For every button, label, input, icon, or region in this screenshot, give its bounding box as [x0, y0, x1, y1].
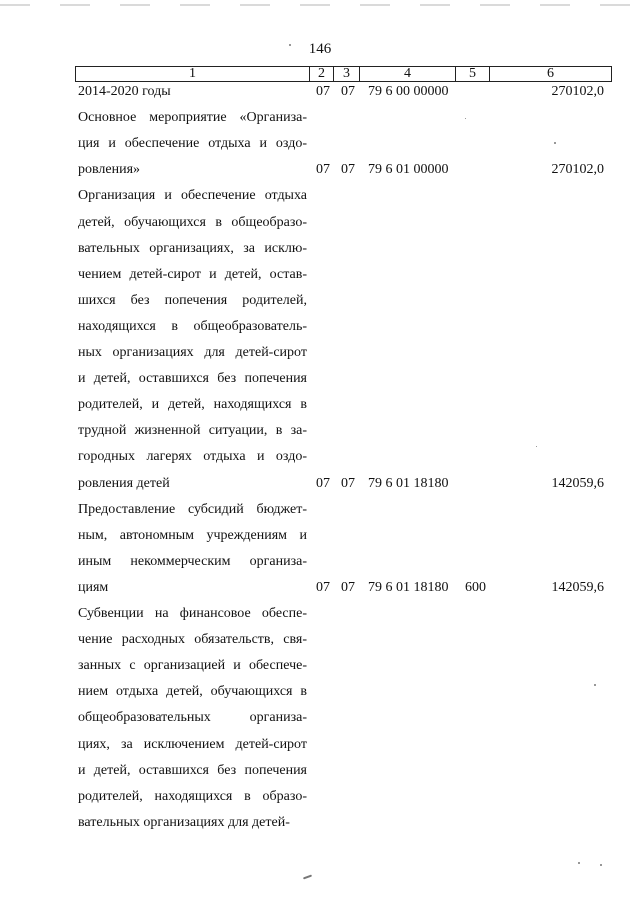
row-description-line: чение расходных обязательств, свя-: [78, 632, 307, 648]
row-description-line: городных лагерях отдыха и оздо-: [78, 449, 307, 465]
row-description-line: Предоставление субсидий бюджет-: [78, 501, 307, 517]
row-description-line: Организация и обеспечение отдыха: [78, 188, 307, 204]
row-col4-value: 79 6 01 18180: [368, 579, 449, 595]
row-description-line: шихся без попечения родителей,: [78, 292, 307, 308]
column-header-row: [76, 67, 612, 82]
row-description-line: ровления»: [78, 162, 141, 178]
row-col2-value: 07: [316, 162, 330, 178]
row-description-line: нием отдыха детей, обучающихся в: [78, 684, 307, 700]
row-col2-value: 07: [316, 579, 330, 595]
scan-speck: [303, 875, 312, 880]
row-description-line: детей, обучающихся в общеобразо-: [78, 214, 307, 230]
column-header-2: 2: [310, 67, 334, 82]
scan-speck: [289, 44, 291, 46]
row-col2-value: 07: [316, 84, 330, 99]
row-description-line: находящихся в общеобразователь-: [78, 318, 307, 334]
column-header-3: 3: [334, 67, 360, 82]
row-description-line: чением детей-сирот и детей, остав-: [78, 266, 307, 282]
row-col3-value: 07: [341, 84, 355, 99]
scan-speck: [465, 118, 466, 119]
column-header-table: [75, 66, 612, 82]
row-col4-value: 79 6 01 00000: [368, 162, 449, 178]
row-description-line: Субвенции на финансовое обеспе-: [78, 606, 307, 621]
row-description-line: циях, за исключением детей-сирот: [78, 736, 307, 752]
row-description-line: ция и обеспечение отдыха и оздо-: [78, 136, 307, 152]
row-col4-value: 79 6 01 18180: [368, 475, 449, 491]
row-col6-value: 142059,6: [551, 579, 604, 595]
scan-speck: [600, 864, 602, 866]
row-description-line: вательных организациях для детей-: [78, 814, 290, 830]
column-header-5: 5: [456, 67, 490, 82]
row-description-line: и детей, оставшихся без попечения: [78, 371, 307, 387]
row-description-line: общеобразовательных организа-: [78, 710, 307, 726]
row-col3-value: 07: [341, 475, 355, 491]
row-description-line: ровления детей: [78, 475, 170, 491]
row-description-line: занных с организацией и обеспече-: [78, 658, 307, 674]
row-col3-value: 07: [341, 162, 355, 178]
row-description-line: родителей, находящихся в образо-: [78, 788, 307, 804]
row-description-line: циям: [78, 579, 109, 595]
row-description-line: иным некоммерческим организа-: [78, 553, 307, 569]
row-col5-value: 600: [465, 579, 486, 595]
scan-speck: [578, 862, 580, 864]
row-description-line: трудной жизненной ситуации, в за-: [78, 423, 307, 439]
row-col4-value: 79 6 00 00000: [368, 84, 449, 99]
scan-speck: [594, 684, 596, 686]
row-description-line: и детей, оставшихся без попечения: [78, 762, 307, 778]
row-description-line: вательных организациях, за исклю-: [78, 240, 307, 256]
row-description-line: родителей, и детей, находящихся в: [78, 397, 307, 413]
row-col2-value: 07: [316, 475, 330, 491]
column-header-4: 4: [360, 67, 456, 82]
row-description-line: ных организациях для детей-сирот: [78, 345, 307, 360]
column-header-1: 1: [76, 67, 310, 82]
row-col6-value: 270102,0: [551, 162, 604, 178]
column-header-6: 6: [490, 67, 612, 82]
row-col6-value: 270102,0: [551, 84, 604, 99]
scan-speck: [554, 142, 556, 144]
row-description-line: 2014-2020 годы: [78, 84, 171, 99]
scan-artifact-top-edge: [0, 4, 640, 6]
scan-speck: [536, 446, 537, 447]
row-description-line: ным, автономным учреждениям и: [78, 527, 307, 543]
row-col6-value: 142059,6: [551, 475, 604, 491]
page-number: 146: [308, 41, 332, 57]
row-col3-value: 07: [341, 579, 355, 595]
row-description-line: Основное мероприятие «Организа-: [78, 110, 307, 126]
